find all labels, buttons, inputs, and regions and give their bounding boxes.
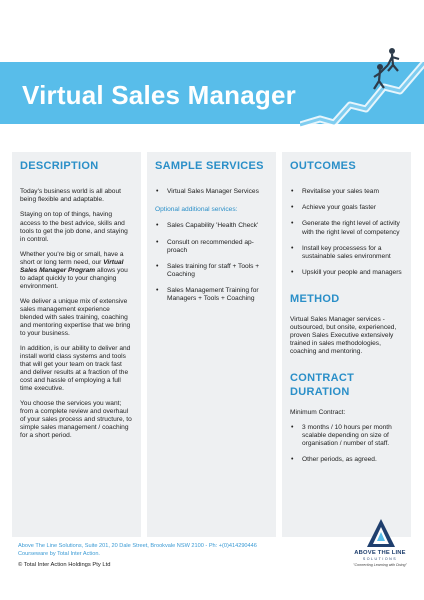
page-title: Virtual Sales Manager [22,80,296,110]
contract-list [290,424,403,464]
program-name: Virtual Sales Manager Program [20,258,124,274]
list-item: • 3 months / 10 hours per month scalable depending on size of organisation / number of staff. [290,424,403,448]
list-item: • Revitalise your sales team [290,188,403,196]
list-item: • Sales Capability 'Health Check' [155,222,268,230]
description-paragraph: Today's business world is all about being flexible and adaptable. [20,188,121,204]
outcomes-list [290,188,403,276]
description-heading: DESCRIPTION [20,160,99,172]
list-item: • Achieve your goals faster [290,204,403,212]
logo-triangle-icon [366,518,396,548]
method-text: Virtual Sales Manager services - outsourced, but onsite, experienced, proven Sales Executive extensively trained in sales methodologies, coaching and mentoring. [290,316,397,356]
contract-label: Minimum Contract: [290,409,346,416]
optional-services-list [155,222,268,302]
logo-name: ABOVE THE LINE [354,550,406,556]
company-logo [340,518,420,578]
method-heading: METHOD [290,292,340,305]
services-panel [147,152,276,537]
contract-heading: CONTRACT DURATION [290,372,355,398]
outcomes-panel [282,152,411,537]
description-paragraph: We deliver a unique mix of extensive sales management experience blended with sales training, coaching and mentoring expertise that we bring to your business. [20,297,131,337]
climbers-arrow-illustration [300,45,424,135]
description-paragraph: In addition, is our ability to deliver and install world class systems and tools that will get your team on track fast and deliver results at a fraction of the cost and hassle of employing a full time executive. [20,344,131,393]
description-paragraph: You choose the services you want; from a complete review and overhaul of your sales process and structure, to simple sales management / coaching for a short period. [20,400,132,440]
main-services-list [155,188,268,196]
list-item: • Sales training for staff + Tools + Coaching [155,263,268,279]
list-item: • Virtual Sales Manager Services [155,188,268,196]
list-item: • Other periods, as agreed. [290,456,403,464]
description-paragraph [20,251,133,291]
list-item: • Generate the right level of activity with the right level of competency [290,220,403,236]
description-text: Whether you're big or small, have a short or long term need, our [20,250,124,266]
footer-address: Above The Line Solutions, Suite 201, 20 Dale Street, Brookvale NSW 2100 - Ph: +(0)414290446 [18,543,257,549]
list-item: • Sales Management Training for Managers + Tools + Coaching [155,287,268,303]
description-text: allows you to adapt quickly to your changing environment. [20,266,128,290]
logo-subtitle: SOLUTIONS [362,557,398,561]
list-item: • Upskill your people and managers [290,269,403,277]
optional-services-label: Optional additional services: [155,206,238,214]
description-panel [12,152,141,537]
logo-tagline: "Connecting Learning with Doing" [353,563,407,567]
list-item: • Consult on recommended ap-proach [155,239,268,255]
outcomes-heading: OUTCOMES [290,160,356,172]
footer-courseware: Courseware by Total Inter Action. [18,551,100,557]
footer-copyright: © Total Inter Action Holdings Pty Ltd [18,562,111,568]
list-item: • Install key processess for a sustainable sales environment [290,245,403,261]
description-paragraph: Staying on top of things, having access to the best advice, skills and tools to get the job done, and staying in control. [20,211,128,243]
services-heading: SAMPLE SERVICES [155,160,264,172]
